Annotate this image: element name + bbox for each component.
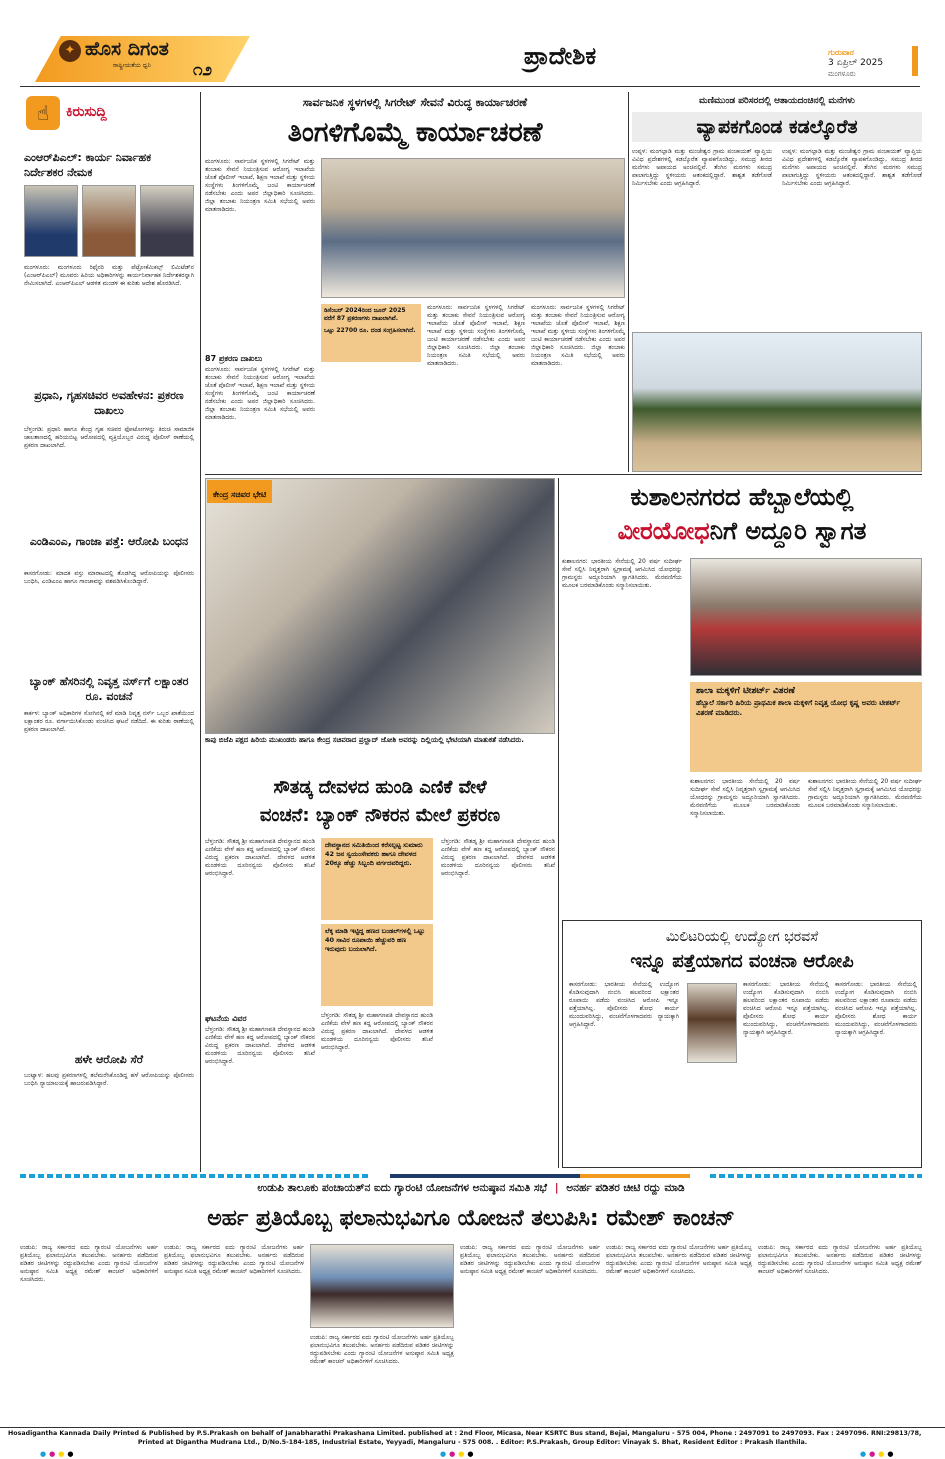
- cmyk-dots-icon-3: ●●●●: [860, 1450, 897, 1458]
- section-title: ಪ್ರಾದೇಶಿಕ: [523, 42, 597, 70]
- tobacco-body-col3: ಮಂಗಳೂರು: ಸಾರ್ವಜನಿಕ ಸ್ಥಳಗಳಲ್ಲಿ ಸಿಗರೇಟ್ ಮತ್ತು ತಂಬಾಕು ಸೇವನೆ ನಿಯಂತ್ರಿಸುವ ಆರೋಗ್ಯ ಇಲಾಖೆಯ ಜೊತೆ ಪೊಲೀಸ್ ಇಲಾಖೆ, ಶಿಕ್ಷಣ ಇಲಾಖೆ ಮತ್ತು ಸ್ಥಳೀಯ ಸಂಸ್ಥೆಗಳು ತಿಂಗಳಿಗೊಮ್ಮೆ ಜಂಟಿ ಕಾರ್ಯಾಚರಣೆ ನಡೆಸಬೇಕು ಎಂದು ಅಪರ ಜಿಲ್ಲಾಧಿಕಾರಿ ಸೂಚಿಸಿದರು. ಜಿಲ್ಲಾ ತಂಬಾಕು ನಿಯಂತ್ರಣ ಸಮಿತಿ ಸಭೆಯಲ್ಲಿ ಅವರು ಮಾತನಾಡಿದರು.: [427, 304, 525, 367]
- imprint-line-2: Printed at Digantha Mudrana Ltd., D/No.5-184-185, Industrial Estate, Yeyyadi, Mangaluru - 575 008. . Editor: P.S.Prakash, Group Editor: Vinayak S. Bhat, Resident Editor : Prakash Ilanthila.: [137, 1439, 808, 1446]
- tobacco-body-cont: ಮಂಗಳೂರು: ಸಾರ್ವಜನಿಕ ಸ್ಥಳಗಳಲ್ಲಿ ಸಿಗರೇಟ್ ಮತ್ತು ತಂಬಾಕು ಸೇವನೆ ನಿಯಂತ್ರಿಸುವ ಆರೋಗ್ಯ ಇಲಾಖೆಯ ಜೊತೆ ಪೊಲೀಸ್ ಇಲಾಖೆ, ಶಿಕ್ಷಣ ಇಲಾಖೆ ಮತ್ತು ಸ್ಥಳೀಯ ಸಂಸ್ಥೆಗಳು ತಿಂಗಳಿಗೊಮ್ಮೆ ಜಂಟಿ ಕಾರ್ಯಾಚರಣೆ ನಡೆಸಬೇಕು ಎಂದು ಅಪರ ಜಿಲ್ಲಾಧಿಕಾರಿ ಸೂಚಿಸಿದರು. ಜಿಲ್ಲಾ ತಂಬಾಕು ನಿಯಂತ್ರಣ ಸಮಿತಿ ಸಭೆಯಲ್ಲಿ ಅವರು ಮಾತನಾಡಿದರು.: [205, 366, 315, 421]
- pointing-hand-icon: ☝: [26, 96, 60, 130]
- erosion-kicker[interactable]: ಮಣಿಮುಂಡ ಪರಿಸರದಲ್ಲಿ ಆತಾಯದಂಚಿನಲ್ಲಿ ಮನೆಗಳು: [699, 96, 855, 106]
- imprint-line-1: Hosadigantha Kannada Daily Printed & Published by P.S.Prakash on behalf of Janabharathi Prakashana Limited. published at : 2nd Floor, Micasa, Near KSRTC Bus stand, Bejai, Mangaluru - 575 004, Phone : 2497091 to 2497093. Fax : 2497096. RNI:29813/78,: [8, 1430, 922, 1437]
- tobacco-kicker[interactable]: ಸಾರ್ವಜನಿಕ ಸ್ಥಳಗಳಲ್ಲಿ ಸಿಗರೇಟ್ ಸೇವನೆ ವಿರುದ್ಧ ಕಾರ್ಯಾಚರಣೆ: [302, 96, 528, 109]
- issue-city: ಮಂಗಳೂರು: [828, 70, 856, 78]
- footer-rule: [0, 1427, 945, 1428]
- cmyk-dots-icon-2: ●●●●: [440, 1450, 477, 1458]
- udupi-kicker-a[interactable]: ಉಡುಪಿ ತಾಲೂಕು ಪಂಚಾಯತ್‌ನ ಐದು ಗ್ಯಾರಂಟಿ ಯೋಜನೆಗಳ ಅನುಷ್ಠಾನ ಸಮಿತಿ ಸಭೆ: [257, 1182, 548, 1194]
- kushalnagar-story: [562, 478, 922, 958]
- bank-subhead: ಘಟನೆಯ ವಿವರ: [205, 1014, 247, 1023]
- kushalnagar-headline-2a: ವೀರಯೋಧ: [617, 517, 710, 545]
- brand-logo: [35, 36, 250, 82]
- erosion-headline[interactable]: ವ್ಯಾಪಕಗೊಂಡ ಕಡಲ್ಕೊರೆತ: [696, 116, 858, 138]
- portrait-2: [82, 185, 136, 257]
- divider-top-mid: [628, 92, 629, 472]
- bank-fact-box-1: [321, 838, 433, 920]
- divider-mid-vertical: [558, 478, 559, 1168]
- military-story: [562, 920, 922, 1168]
- tobacco-subhead: 87 ಪ್ರಕರಣ ದಾಖಲು: [205, 354, 263, 363]
- cmyk-dots-icon: ●●●●: [40, 1450, 77, 1458]
- column-divider-left: [200, 92, 201, 1172]
- udupi-body-col1: ಉಡುಪಿ: ರಾಜ್ಯ ಸರ್ಕಾರದ ಐದು ಗ್ಯಾರಂಟಿ ಯೋಜನೆಗಳು ಅರ್ಹ ಪ್ರತಿಯೊಬ್ಬ ಫಲಾನುಭವಿಗೂ ತಲುಪಬೇಕು. ಅನರ್ಹರು ಪಡೆದಿರುವ ಪಡಿತರ ಚೀಟಿಗಳನ್ನು ರದ್ದುಪಡಿಸಬೇಕು ಎಂದು ಗ್ಯಾರಂಟಿ ಯೋಜನೆಗಳ ಅನುಷ್ಠಾನ ಸಮಿತಿ ಅಧ್ಯಕ್ಷ ರಮೇಶ್ ಕಾಂಚನ್ ಅಧಿಕಾರಿಗಳಿಗೆ ಸೂಚಿಸಿದರು.: [20, 1244, 158, 1283]
- udupi-kicker-row: [20, 1182, 922, 1202]
- tobacco-body: ಮಂಗಳೂರು: ಸಾರ್ವಜನಿಕ ಸ್ಥಳಗಳಲ್ಲಿ ಸಿಗರೇಟ್ ಮತ್ತು ತಂಬಾಕು ಸೇವನೆ ನಿಯಂತ್ರಿಸುವ ಆರೋಗ್ಯ ಇಲಾಖೆಯ ಜೊತೆ ಪೊಲೀಸ್ ಇಲಾಖೆ, ಶಿಕ್ಷಣ ಇಲಾಖೆ ಮತ್ತು ಸ್ಥಳೀಯ ಸಂಸ್ಥೆಗಳು ತಿಂಗಳಿಗೊಮ್ಮೆ ಜಂಟಿ ಕಾರ್ಯಾಚರಣೆ ನಡೆಸಬೇಕು ಎಂದು ಅಪರ ಜಿಲ್ಲಾಧಿಕಾರಿ ಸೂಚಿಸಿದರು. ಜಿಲ್ಲಾ ತಂಬಾಕು ನಿಯಂತ್ರಣ ಸಮಿತಿ ಸಭೆಯಲ್ಲಿ ಅವರು ಮಾತನಾಡಿದರು.: [205, 158, 315, 213]
- bank-headline-2[interactable]: ವಂಚನೆ: ಬ್ಯಾಂಕ್ ನೌಕರನ ಮೇಲೆ ಪ್ರಕರಣ: [259, 805, 501, 826]
- brief-title-4[interactable]: ಬ್ಯಾಂಕ್ ಹೆಸರಿನಲ್ಲಿ ನಿವೃತ್ತ ನರ್ಸ್‌ಗೆ ಲಕ್ಷಾಂತರ ರೂ. ವಂಚನೆ: [29, 675, 189, 703]
- portrait-row: [24, 185, 194, 257]
- date-block: [828, 48, 908, 79]
- erosion-body-col2: ಉಪ್ಪಳ: ಮಂಗಲ್ಪಾಡಿ ಮತ್ತು ಮಂಜೇಶ್ವರ ಗ್ರಾಮ ಪಂಚಾಯತ್ ವ್ಯಾಪ್ತಿಯ ವಿವಿಧ ಪ್ರದೇಶಗಳಲ್ಲಿ ಕಡಲ್ಕೊರೆತ ವ್ಯಾಪಕಗೊಂಡಿದ್ದು, ಸಮುದ್ರ ತೀರದ ಮನೆಗಳು ಅಪಾಯದ ಅಂಚಿನಲ್ಲಿವೆ. ತೆಂಗಿನ ಮರಗಳು ಸಮುದ್ರ ಪಾಲಾಗುತ್ತಿದ್ದು ಸ್ಥಳೀಯರು ಆತಂಕದಲ್ಲಿದ್ದಾರೆ. ಶಾಶ್ವತ ತಡೆಗೋಡೆ ನಿರ್ಮಿಸಬೇಕು ಎಂದು ಆಗ್ರಹಿಸಿದ್ದಾರೆ.: [782, 148, 922, 187]
- officials-photo: [310, 1244, 454, 1328]
- bank-fact-box-2: [321, 924, 433, 1006]
- portrait-3: [140, 185, 194, 257]
- page-number: ೧೨: [193, 60, 213, 80]
- erosion-story: [632, 92, 922, 472]
- tobacco-story: [205, 92, 625, 472]
- udupi-kicker-b[interactable]: ಅನರ್ಹ ಪಡಿತರ ಚೀಟಿ ರದ್ದು ಮಾಡಿ: [566, 1182, 685, 1194]
- tobacco-headline[interactable]: ತಿಂಗಳಿಗೊಮ್ಮೆ ಕಾರ್ಯಾಚರಣೆ: [287, 117, 543, 148]
- tshirt-box-body: ಹೆಬ್ಬಾಲೆ ಸರ್ಕಾರಿ ಹಿರಿಯ ಪ್ರಾಥಮಿಕ ಶಾಲಾ ಮಕ್ಕಳಿಗೆ ನಿವೃತ್ತ ಯೋಧ ಕೃಷ್ಣ ಅವರು ಟೀಶರ್ಟ್ ವಿತರಣೆ ಮಾಡಿದರು.: [696, 699, 901, 717]
- minister-tag: [207, 480, 272, 503]
- military-body: ಕಾಸರಗೋಡು: ಭಾರತೀಯ ಸೇನೆಯಲ್ಲಿ ಉದ್ಯೋಗ ಕೊಡಿಸುವುದಾಗಿ ನಂಬಿಸಿ ಹಲವರಿಂದ ಲಕ್ಷಾಂತರ ರೂಪಾಯಿ ಪಡೆದು ವಂಚಿಸಿದ ಆರೋಪಿ ಇನ್ನೂ ಪತ್ತೆಯಾಗಿಲ್ಲ. ಪೊಲೀಸರು ಶೋಧ ಕಾರ್ಯ ಮುಂದುವರಿಸಿದ್ದು, ವಂಚನೆಗೊಳಗಾದವರು ನ್ಯಾಯಕ್ಕಾಗಿ ಆಗ್ರಹಿಸಿದ್ದಾರೆ.: [569, 981, 679, 1028]
- bank-body-cont: ಬೆಳ್ತಂಗಡಿ: ಸೌತಡ್ಕ ಶ್ರೀ ಮಹಾಗಣಪತಿ ದೇವಸ್ಥಾನದ ಹುಂಡಿ ಎಣಿಕೆಯ ವೇಳೆ ಹಣ ಕದ್ದ ಆರೋಪದಲ್ಲಿ ಬ್ಯಾಂಕ್ ನೌಕರನ ವಿರುದ್ಧ ಪ್ರಕರಣ ದಾಖಲಾಗಿದೆ. ದೇವಳದ ಆಡಳಿತ ಮಂಡಳಿಯ ದೂರಿನನ್ವಯ ಪೊಲೀಸರು ತನಿಖೆ ಆರಂಭಿಸಿದ್ದಾರೆ.: [205, 1026, 315, 1065]
- brief-body-3: ಕಾಸರಗೋಡು: ಮಾದಕ ವಸ್ತು ಮಾರಾಟದಲ್ಲಿ ತೊಡಗಿದ್ದ ಆರೋಪಿಯನ್ನು ಪೊಲೀಸರು ಬಂಧಿಸಿ, ಎಂಡಿಎಂಎ ಹಾಗೂ ಗಾಂಜಾವನ್ನು ವಶಪಡಿಸಿಕೊಂಡಿದ್ದಾರೆ.: [24, 570, 194, 585]
- tobacco-body-col4: ಮಂಗಳೂರು: ಸಾರ್ವಜನಿಕ ಸ್ಥಳಗಳಲ್ಲಿ ಸಿಗರೇಟ್ ಮತ್ತು ತಂಬಾಕು ಸೇವನೆ ನಿಯಂತ್ರಿಸುವ ಆರೋಗ್ಯ ಇಲಾಖೆಯ ಜೊತೆ ಪೊಲೀಸ್ ಇಲಾಖೆ, ಶಿಕ್ಷಣ ಇಲಾಖೆ ಮತ್ತು ಸ್ಥಳೀಯ ಸಂಸ್ಥೆಗಳು ತಿಂಗಳಿಗೊಮ್ಮೆ ಜಂಟಿ ಕಾರ್ಯಾಚರಣೆ ನಡೆಸಬೇಕು ಎಂದು ಅಪರ ಜಿಲ್ಲಾಧಿಕಾರಿ ಸೂಚಿಸಿದರು. ಜಿಲ್ಲಾ ತಂಬಾಕು ನಿಯಂತ್ರಣ ಸಮಿತಿ ಸಭೆಯಲ್ಲಿ ಅವರು ಮಾತನಾಡಿದರು.: [531, 304, 625, 367]
- minister-caption: ಕಾಪು ಬಿಜೆಪಿ ಪಕ್ಷದ ಹಿರಿಯ ಮುಖಂಡರು ಹಾಗೂ ಕೇಂದ್ರ ಸಚಿವರಾದ ಪ್ರಲ್ಹಾದ್ ಜೋಶಿ ಅವರನ್ನು ದಿಲ್ಲಿಯಲ್ಲಿ ಭೇಟಿಯಾಗಿ ಮಾತುಕತೆ ನಡೆಸಿದರು.: [205, 736, 524, 744]
- bank-body: ಬೆಳ್ತಂಗಡಿ: ಸೌತಡ್ಕ ಶ್ರೀ ಮಹಾಗಣಪತಿ ದೇವಸ್ಥಾನದ ಹುಂಡಿ ಎಣಿಕೆಯ ವೇಳೆ ಹಣ ಕದ್ದ ಆರೋಪದಲ್ಲಿ ಬ್ಯಾಂಕ್ ನೌಕರನ ವಿರುದ್ಧ ಪ್ರಕರಣ ದಾಖಲಾಗಿದೆ. ದೇವಳದ ಆಡಳಿತ ಮಂಡಳಿಯ ದೂರಿನನ್ವಯ ಪೊಲೀಸರು ತನಿಖೆ ಆರಂಭಿಸಿದ್ದಾರೆ.: [205, 838, 315, 877]
- bank-body-col2: ಬೆಳ್ತಂಗಡಿ: ಸೌತಡ್ಕ ಶ್ರೀ ಮಹಾಗಣಪತಿ ದೇವಸ್ಥಾನದ ಹುಂಡಿ ಎಣಿಕೆಯ ವೇಳೆ ಹಣ ಕದ್ದ ಆರೋಪದಲ್ಲಿ ಬ್ಯಾಂಕ್ ನೌಕರನ ವಿರುದ್ಧ ಪ್ರಕರಣ ದಾಖಲಾಗಿದೆ. ದೇವಳದ ಆಡಳಿತ ಮಂಡಳಿಯ ದೂರಿನನ್ವಯ ಪೊಲೀಸರು ತನಿಖೆ ಆರಂಭಿಸಿದ್ದಾರೆ.: [321, 1012, 433, 1051]
- military-headline-2[interactable]: ಇನ್ನೂ ಪತ್ತೆಯಾಗದ ವಂಚನಾ ಆರೋಪಿ: [630, 951, 854, 972]
- brief-body-1: ಮಂಗಳೂರು: ಮಂಗಳೂರು ರಿಫೈನರಿ ಮತ್ತು ಪೆಟ್ರೋಕೆಮಿಕಲ್ಸ್ ಲಿಮಿಟೆಡ್‌ನ (ಎಂಆರ್‌ಪಿಎಲ್) ಮೂವರು ಹಿರಿಯ ಅಧಿಕಾರಿಗಳನ್ನು ಕಾರ್ಯನಿರ್ವಾಹಕ ನಿರ್ದೇಶಕರನ್ನಾಗಿ ನೇಮಿಸಲಾಗಿದೆ. ಎಂಆರ್‌ಪಿಎಲ್ ಆಡಳಿತ ಮಂಡಳಿ ಈ ಕುರಿತು ಆದೇಶ ಹೊರಡಿಸಿದೆ.: [24, 264, 194, 287]
- tobacco-fact-1: ಡಿಸೆಂಬರ್ 2024ರಿಂದ ಜೂನ್ 2025 ವರೆಗೆ 87 ಪ್ರಕರಣಗಳು ದಾಖಲಾಗಿವೆ.: [324, 307, 406, 322]
- kushalnagar-body: ಕುಶಾಲನಗರ: ಭಾರತೀಯ ಸೇನೆಯಲ್ಲಿ 20 ವರ್ಷ ಸುದೀರ್ಘ ಸೇವೆ ಸಲ್ಲಿಸಿ ನಿವೃತ್ತರಾಗಿ ಸ್ವಗ್ರಾಮಕ್ಕೆ ಆಗಮಿಸಿದ ಯೋಧರನ್ನು ಗ್ರಾಮಸ್ಥರು ಅದ್ದೂರಿಯಾಗಿ ಸ್ವಾಗತಿಸಿದರು. ಮೆರವಣಿಗೆಯ ಮೂಲಕ ಬರಮಾಡಿಕೊಂಡು ಸನ್ಮಾನಿಸಲಾಯಿತು.: [562, 558, 682, 589]
- udupi-body-col5: ಉಡುಪಿ: ರಾಜ್ಯ ಸರ್ಕಾರದ ಐದು ಗ್ಯಾರಂಟಿ ಯೋಜನೆಗಳು ಅರ್ಹ ಪ್ರತಿಯೊಬ್ಬ ಫಲಾನುಭವಿಗೂ ತಲುಪಬೇಕು. ಅನರ್ಹರು ಪಡೆದಿರುವ ಪಡಿತರ ಚೀಟಿಗಳನ್ನು ರದ್ದುಪಡಿಸಬೇಕು ಎಂದು ಗ್ಯಾರಂಟಿ ಯೋಜನೆಗಳ ಅನುಷ್ಠಾನ ಸಮಿತಿ ಅಧ್ಯಕ್ಷ ರಮೇಶ್ ಕಾಂಚನ್ ಅಧಿಕಾರಿಗಳಿಗೆ ಸೂಚಿಸಿದರು.: [606, 1244, 752, 1275]
- military-body-col3: ಕಾಸರಗೋಡು: ಭಾರತೀಯ ಸೇನೆಯಲ್ಲಿ ಉದ್ಯೋಗ ಕೊಡಿಸುವುದಾಗಿ ನಂಬಿಸಿ ಹಲವರಿಂದ ಲಕ್ಷಾಂತರ ರೂಪಾಯಿ ಪಡೆದು ವಂಚಿಸಿದ ಆರೋಪಿ ಇನ್ನೂ ಪತ್ತೆಯಾಗಿಲ್ಲ. ಪೊಲೀಸರು ಶೋಧ ಕಾರ್ಯ ಮುಂದುವರಿಸಿದ್ದು, ವಂಚನೆಗೊಳಗಾದವರು ನ್ಯಾಯಕ್ಕಾಗಿ ಆಗ್ರಹಿಸಿದ್ದಾರೆ.: [835, 981, 917, 1036]
- tshirt-box: [690, 682, 922, 772]
- minister-story: [205, 478, 555, 768]
- bank-story: [205, 774, 555, 1168]
- brand-tagline: ರಾಷ್ಟ್ರೀಯತೆಯ ಧ್ವನಿ: [113, 62, 151, 69]
- erosion-photo: [632, 332, 922, 472]
- brief-body-2: ಬೆಳ್ತಂಗಡಿ: ಪ್ರಧಾನಿ ಹಾಗೂ ಕೇಂದ್ರ ಗೃಹ ಸಚಿವರ ಫೋಟೋಗಳನ್ನು ತಿರುಚಿ ಸಾಮಾಜಿಕ ಜಾಲತಾಣದಲ್ಲಿ ಹರಿಯಬಿಟ್ಟ ಆರೋಪದಲ್ಲಿ ವ್ಯಕ್ತಿಯೊಬ್ಬರ ವಿರುದ್ಧ ಪೊಲೀಸ್ ಠಾಣೆಯಲ್ಲಿ ಪ್ರಕರಣ ದಾಖಲಾಗಿದೆ.: [24, 426, 194, 449]
- brief-title-5[interactable]: ಹಳೇ ಆರೋಪಿ ಸೆರೆ: [74, 1053, 144, 1066]
- brief-news-header: [26, 96, 156, 132]
- logo-emblem-icon: ✦: [59, 40, 81, 62]
- military-body-col2: ಕಾಸರಗೋಡು: ಭಾರತೀಯ ಸೇನೆಯಲ್ಲಿ ಉದ್ಯೋಗ ಕೊಡಿಸುವುದಾಗಿ ನಂಬಿಸಿ ಹಲವರಿಂದ ಲಕ್ಷಾಂತರ ರೂಪಾಯಿ ಪಡೆದು ವಂಚಿಸಿದ ಆರೋಪಿ ಇನ್ನೂ ಪತ್ತೆಯಾಗಿಲ್ಲ. ಪೊಲೀಸರು ಶೋಧ ಕಾರ್ಯ ಮುಂದುವರಿಸಿದ್ದು, ವಂಚನೆಗೊಳಗಾದವರು ನ್ಯಾಯಕ್ಕಾಗಿ ಆಗ್ರಹಿಸಿದ್ದಾರೆ.: [743, 981, 829, 1036]
- soldier-welcome-photo: [690, 558, 922, 676]
- tobacco-fact-2: ಒಟ್ಟು 22700 ರೂ. ದಂಡ ಸಂಗ್ರಹಿಸಲಾಗಿದೆ.: [324, 327, 416, 334]
- tshirt-box-title: ಶಾಲಾ ಮಕ್ಕಳಿಗೆ ಟೀಶರ್ಟ್ ವಿತರಣೆ: [696, 686, 795, 696]
- accused-photo: [687, 983, 737, 1063]
- minister-photo: [205, 478, 555, 734]
- bank-body-col3: ಬೆಳ್ತಂಗಡಿ: ಸೌತಡ್ಕ ಶ್ರೀ ಮಹಾಗಣಪತಿ ದೇವಸ್ಥಾನದ ಹುಂಡಿ ಎಣಿಕೆಯ ವೇಳೆ ಹಣ ಕದ್ದ ಆರೋಪದಲ್ಲಿ ಬ್ಯಾಂಕ್ ನೌಕರನ ವಿರುದ್ಧ ಪ್ರಕರಣ ದಾಖಲಾಗಿದೆ. ದೇವಳದ ಆಡಳಿತ ಮಂಡಳಿಯ ದೂರಿನನ್ವಯ ಪೊಲೀಸರು ತನಿಖೆ ಆರಂಭಿಸಿದ್ದಾರೆ.: [441, 838, 555, 877]
- brief-body-5: ಬಂಟ್ವಾಳ: ಹಲವು ಪ್ರಕರಣಗಳಲ್ಲಿ ತಲೆಮರೆಸಿಕೊಂಡಿದ್ದ ಹಳೆ ಆರೋಪಿಯನ್ನು ಪೊಲೀಸರು ಬಂಧಿಸಿ ನ್ಯಾಯಾಲಯಕ್ಕೆ ಹಾಜರುಪಡಿಸಿದ್ದಾರೆ.: [24, 1072, 194, 1087]
- kushalnagar-headline-2b: ನಿಗೆ ಅದ್ದೂರಿ ಸ್ವಾಗತ: [709, 517, 867, 545]
- kushalnagar-headline-1[interactable]: ಕುಶಾಲನಗರದ ಹೆಬ್ಬಾಲೆಯಲ್ಲಿ: [630, 483, 854, 511]
- bank-fact-2: ಲೆಕ್ಕ ಮಾಡಿ ಇಟ್ಟಿದ್ದ ಹಣದ ಬಂಡಲ್‌ಗಳಲ್ಲಿ ಒಟ್ಟು 40 ಸಾವಿರ ರೂಪಾಯಿ ಹೆಚ್ಚುವರಿ ಹಣ ಇರುವುದು ಬಯಲಾಗಿದೆ.: [325, 927, 425, 953]
- brief-title-2[interactable]: ಪ್ರಧಾನಿ, ಗೃಹಸಚಿವರ ಅವಹೇಳನ: ಪ್ರಕರಣ ದಾಖಲು: [34, 389, 184, 417]
- brand-name: ಹೊಸ ದಿಗಂತ: [85, 38, 169, 60]
- brief-title-3[interactable]: ಎಂಡಿಎಂಎ, ಗಾಂಜಾ ಪತ್ತೆ: ಆರೋಪಿ ಬಂಧನ: [29, 535, 189, 548]
- udupi-headline[interactable]: ಅರ್ಹ ಪ್ರತಿಯೊಬ್ಬ ಫಲಾನುಭವಿಗೂ ಯೋಜನೆ ತಲುಪಿಸಿ: ರಮೇಶ್ ಕಾಂಚನ್: [207, 1206, 735, 1231]
- tobacco-fact-box: [321, 304, 421, 362]
- brief-news-label: ಕಿರುಸುದ್ದಿ: [66, 104, 107, 120]
- kushalnagar-body-col3: ಕುಶಾಲನಗರ: ಭಾರತೀಯ ಸೇನೆಯಲ್ಲಿ 20 ವರ್ಷ ಸುದೀರ್ಘ ಸೇವೆ ಸಲ್ಲಿಸಿ ನಿವೃತ್ತರಾಗಿ ಸ್ವಗ್ರಾಮಕ್ಕೆ ಆಗಮಿಸಿದ ಯೋಧರನ್ನು ಗ್ರಾಮಸ್ಥರು ಅದ್ದೂರಿಯಾಗಿ ಸ್ವಾಗತಿಸಿದರು. ಮೆರವಣಿಗೆಯ ಮೂಲಕ ಬರಮಾಡಿಕೊಂಡು ಸನ್ಮಾನಿಸಲಾಯಿತು.: [808, 778, 922, 809]
- brief-news-column: [20, 92, 198, 1092]
- bank-fact-1: ದೇವಸ್ಥಾನದ ಸಮಿತಿಯಿಂದ ಕರೆಸಲ್ಪಟ್ಟ ಸುಮಾರು 42 ಜನ ಸ್ವಯಂಸೇವಕರು ಹಾಗೂ ದೇವಳದ 20ಕ್ಕೂ ಹೆಚ್ಚು ಸಿಬ್ಬಂದಿ ವರ್ಗದವರಿದ್ದರು.: [325, 841, 423, 867]
- brief-body-4: ಕಾರ್ಕಳ: ಬ್ಯಾಂಕ್ ಅಧಿಕಾರಿಗಳ ಸೋಗಿನಲ್ಲಿ ಕರೆ ಮಾಡಿ ನಿವೃತ್ತ ನರ್ಸ್ ಒಬ್ಬರ ಖಾತೆಯಿಂದ ಲಕ್ಷಾಂತರ ರೂ. ವರ್ಗಾಯಿಸಿಕೊಂಡು ವಂಚಿಸಿದ ಘಟನೆ ನಡೆದಿದೆ. ಈ ಕುರಿತು ಠಾಣೆಯಲ್ಲಿ ಪ್ರಕರಣ ದಾಖಲಾಗಿದೆ.: [24, 710, 194, 733]
- kushalnagar-body-col2: ಕುಶಾಲನಗರ: ಭಾರತೀಯ ಸೇನೆಯಲ್ಲಿ 20 ವರ್ಷ ಸುದೀರ್ಘ ಸೇವೆ ಸಲ್ಲಿಸಿ ನಿವೃತ್ತರಾಗಿ ಸ್ವಗ್ರಾಮಕ್ಕೆ ಆಗಮಿಸಿದ ಯೋಧರನ್ನು ಗ್ರಾಮಸ್ಥರು ಅದ್ದೂರಿಯಾಗಿ ಸ್ವಾಗತಿಸಿದರು. ಮೆರವಣಿಗೆಯ ಮೂಲಕ ಬರಮಾಡಿಕೊಂಡು ಸನ್ಮಾನಿಸಲಾಯಿತು.: [690, 778, 800, 817]
- issue-day: ಗುರುವಾರ: [828, 48, 854, 57]
- masthead-accent-bar: [912, 46, 918, 76]
- udupi-body-col4: ಉಡುಪಿ: ರಾಜ್ಯ ಸರ್ಕಾರದ ಐದು ಗ್ಯಾರಂಟಿ ಯೋಜನೆಗಳು ಅರ್ಹ ಪ್ರತಿಯೊಬ್ಬ ಫಲಾನುಭವಿಗೂ ತಲುಪಬೇಕು. ಅನರ್ಹರು ಪಡೆದಿರುವ ಪಡಿತರ ಚೀಟಿಗಳನ್ನು ರದ್ದುಪಡಿಸಬೇಕು ಎಂದು ಗ್ಯಾರಂಟಿ ಯೋಜನೆಗಳ ಅನುಷ್ಠಾನ ಸಮಿತಿ ಅಧ್ಯಕ್ಷ ರಮೇಶ್ ಕಾಂಚನ್ ಅಧಿಕಾರಿಗಳಿಗೆ ಸೂಚಿಸಿದರು.: [460, 1244, 600, 1275]
- military-headline-1[interactable]: ಮಿಲಿಟರಿಯಲ್ಲಿ ಉದ್ಯೋಗ ಭರವಸೆ: [665, 929, 819, 945]
- bank-headline-1[interactable]: ಸೌತಡ್ಕ ದೇವಳದ ಹುಂಡಿ ಎಣಿಕೆ ವೇಳೆ: [273, 777, 487, 798]
- kicker-separator-icon: |: [554, 1182, 559, 1194]
- issue-date: 3 ಏಪ್ರಿಲ್ 2025: [828, 58, 884, 68]
- minister-tag-label: ಕೇಂದ್ರ ಸಚಿವರ ಭೇಟಿ: [213, 490, 267, 499]
- divider-row-1: [205, 474, 922, 475]
- masthead-rule: [20, 86, 920, 87]
- kushalnagar-headline-2[interactable]: [562, 514, 922, 548]
- udupi-story: [20, 1182, 922, 1427]
- udupi-body-col2: ಉಡುಪಿ: ರಾಜ್ಯ ಸರ್ಕಾರದ ಐದು ಗ್ಯಾರಂಟಿ ಯೋಜನೆಗಳು ಅರ್ಹ ಪ್ರತಿಯೊಬ್ಬ ಫಲಾನುಭವಿಗೂ ತಲುಪಬೇಕು. ಅನರ್ಹರು ಪಡೆದಿರುವ ಪಡಿತರ ಚೀಟಿಗಳನ್ನು ರದ್ದುಪಡಿಸಬೇಕು ಎಂದು ಗ್ಯಾರಂಟಿ ಯೋಜನೆಗಳ ಅನುಷ್ಠಾನ ಸಮಿತಿ ಅಧ್ಯಕ್ಷ ರಮೇಶ್ ಕಾಂಚನ್ ಅಧಿಕಾರಿಗಳಿಗೆ ಸೂಚಿಸಿದರು.: [164, 1244, 304, 1275]
- decorative-strip: [20, 1172, 922, 1180]
- udupi-body-col3: ಉಡುಪಿ: ರಾಜ್ಯ ಸರ್ಕಾರದ ಐದು ಗ್ಯಾರಂಟಿ ಯೋಜನೆಗಳು ಅರ್ಹ ಪ್ರತಿಯೊಬ್ಬ ಫಲಾನುಭವಿಗೂ ತಲುಪಬೇಕು. ಅನರ್ಹರು ಪಡೆದಿರುವ ಪಡಿತರ ಚೀಟಿಗಳನ್ನು ರದ್ದುಪಡಿಸಬೇಕು ಎಂದು ಗ್ಯಾರಂಟಿ ಯೋಜನೆಗಳ ಅನುಷ್ಠಾನ ಸಮಿತಿ ಅಧ್ಯಕ್ಷ ರಮೇಶ್ ಕಾಂಚನ್ ಅಧಿಕಾರಿಗಳಿಗೆ ಸೂಚಿಸಿದರು.: [310, 1334, 454, 1365]
- brief-title-1[interactable]: ಎಂಆರ್‌ಪಿಎಲ್: ಕಾರ್ಯ ನಿರ್ವಾಹಕ ನಿರ್ದೇಶಕರ ನೇಮಕ: [24, 151, 152, 179]
- meeting-photo: [321, 158, 625, 298]
- udupi-body-col6: ಉಡುಪಿ: ರಾಜ್ಯ ಸರ್ಕಾರದ ಐದು ಗ್ಯಾರಂಟಿ ಯೋಜನೆಗಳು ಅರ್ಹ ಪ್ರತಿಯೊಬ್ಬ ಫಲಾನುಭವಿಗೂ ತಲುಪಬೇಕು. ಅನರ್ಹರು ಪಡೆದಿರುವ ಪಡಿತರ ಚೀಟಿಗಳನ್ನು ರದ್ದುಪಡಿಸಬೇಕು ಎಂದು ಗ್ಯಾರಂಟಿ ಯೋಜನೆಗಳ ಅನುಷ್ಠಾನ ಸಮಿತಿ ಅಧ್ಯಕ್ಷ ರಮೇಶ್ ಕಾಂಚನ್ ಅಧಿಕಾರಿಗಳಿಗೆ ಸೂಚಿಸಿದರು.: [758, 1244, 922, 1275]
- erosion-body: ಉಪ್ಪಳ: ಮಂಗಲ್ಪಾಡಿ ಮತ್ತು ಮಂಜೇಶ್ವರ ಗ್ರಾಮ ಪಂಚಾಯತ್ ವ್ಯಾಪ್ತಿಯ ವಿವಿಧ ಪ್ರದೇಶಗಳಲ್ಲಿ ಕಡಲ್ಕೊರೆತ ವ್ಯಾಪಕಗೊಂಡಿದ್ದು, ಸಮುದ್ರ ತೀರದ ಮನೆಗಳು ಅಪಾಯದ ಅಂಚಿನಲ್ಲಿವೆ. ತೆಂಗಿನ ಮರಗಳು ಸಮುದ್ರ ಪಾಲಾಗುತ್ತಿದ್ದು ಸ್ಥಳೀಯರು ಆತಂಕದಲ್ಲಿದ್ದಾರೆ. ಶಾಶ್ವತ ತಡೆಗೋಡೆ ನಿರ್ಮಿಸಬೇಕು ಎಂದು ಆಗ್ರಹಿಸಿದ್ದಾರೆ.: [632, 148, 772, 187]
- masthead: [0, 0, 945, 90]
- registration-marks: [0, 1448, 945, 1458]
- portrait-1: [24, 185, 78, 257]
